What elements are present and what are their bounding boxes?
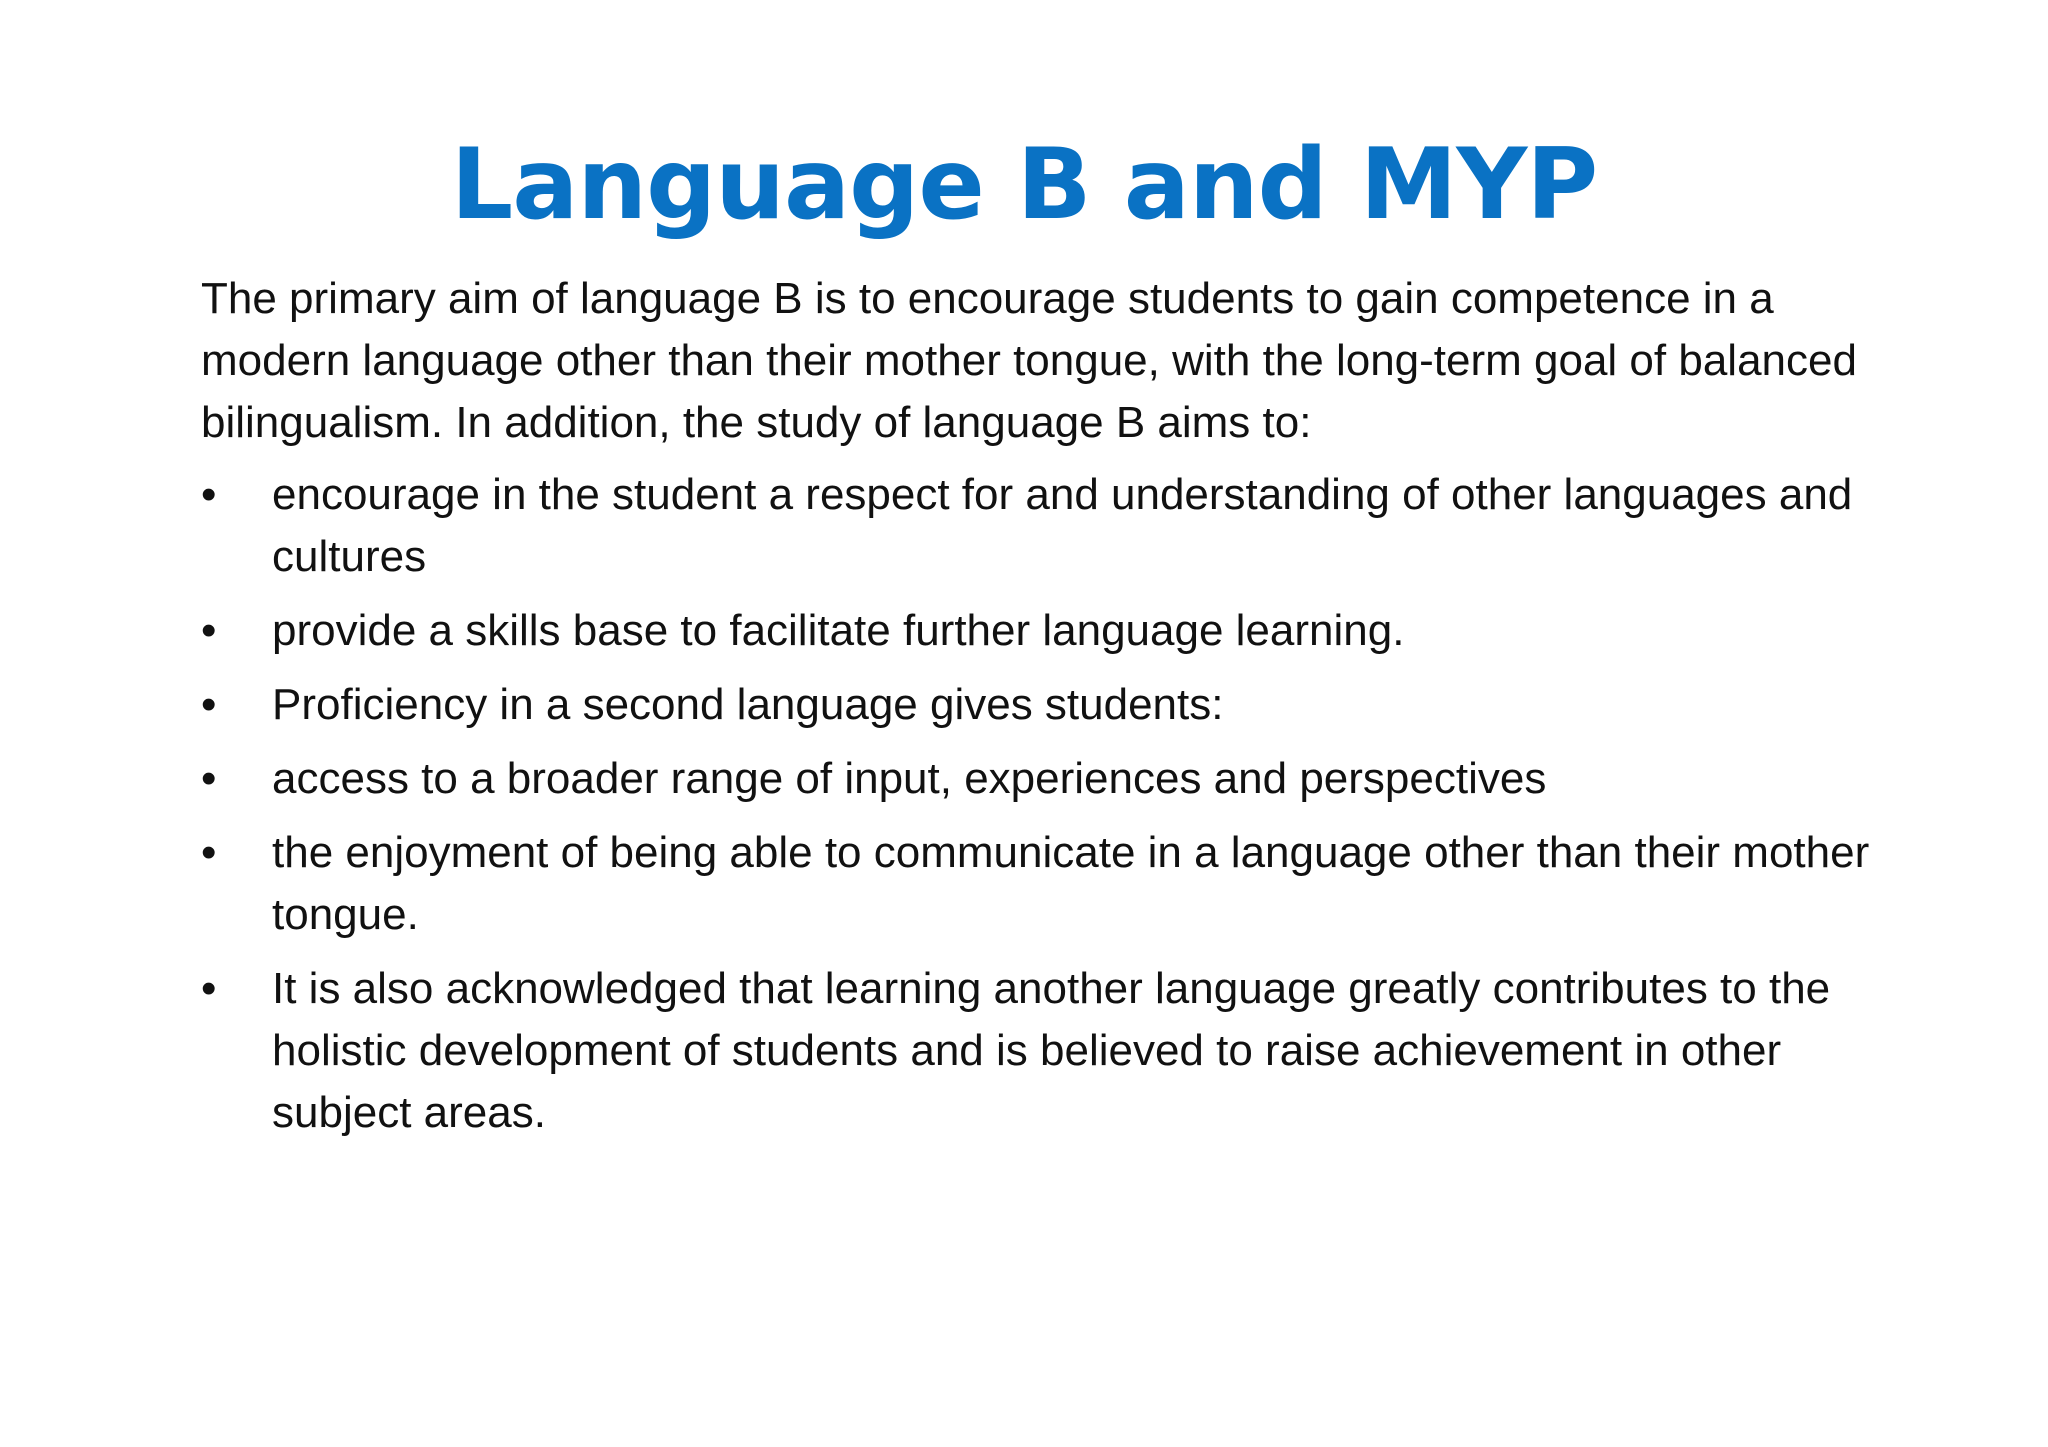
bullet-text: It is also acknowledged that learning another language greatly contributes to the holistic development of students and is believed to raise achievement in other subject areas.: [272, 964, 1831, 1137]
bullet-item-skills-base: [201, 600, 1901, 662]
bullet-icon: •: [201, 964, 217, 1013]
bullet-item-broader-range: [201, 748, 1901, 810]
bullet-item-proficiency: [201, 674, 1901, 736]
bullet-text: encourage in the student a respect for and understanding of other languages and cultures: [272, 470, 1853, 581]
bullet-icon: •: [201, 606, 217, 655]
bullet-list: [201, 464, 1901, 1156]
intro-paragraph: The primary aim of language B is to encourage students to gain competence in a modern language other than their mother tongue, with the long-term goal of balanced bilingualism. In addition, the study of language B aims to:: [201, 274, 1857, 447]
bullet-icon: •: [201, 680, 217, 729]
bullet-text: the enjoyment of being able to communicate in a language other than their mother tongue.: [272, 828, 1870, 939]
bullet-icon: •: [201, 828, 217, 877]
bullet-text: Proficiency in a second language gives students:: [272, 680, 1224, 729]
bullet-text: provide a skills base to facilitate further language learning.: [272, 606, 1405, 655]
bullet-icon: •: [201, 754, 217, 803]
bullet-item-holistic-development: [201, 958, 1901, 1144]
bullet-text: access to a broader range of input, experiences and perspectives: [272, 754, 1547, 803]
slide-title: Language B and MYP: [450, 128, 1598, 242]
bullet-item-respect-cultures: [201, 464, 1901, 588]
bullet-icon: •: [201, 470, 217, 519]
bullet-item-enjoyment: [201, 822, 1901, 946]
